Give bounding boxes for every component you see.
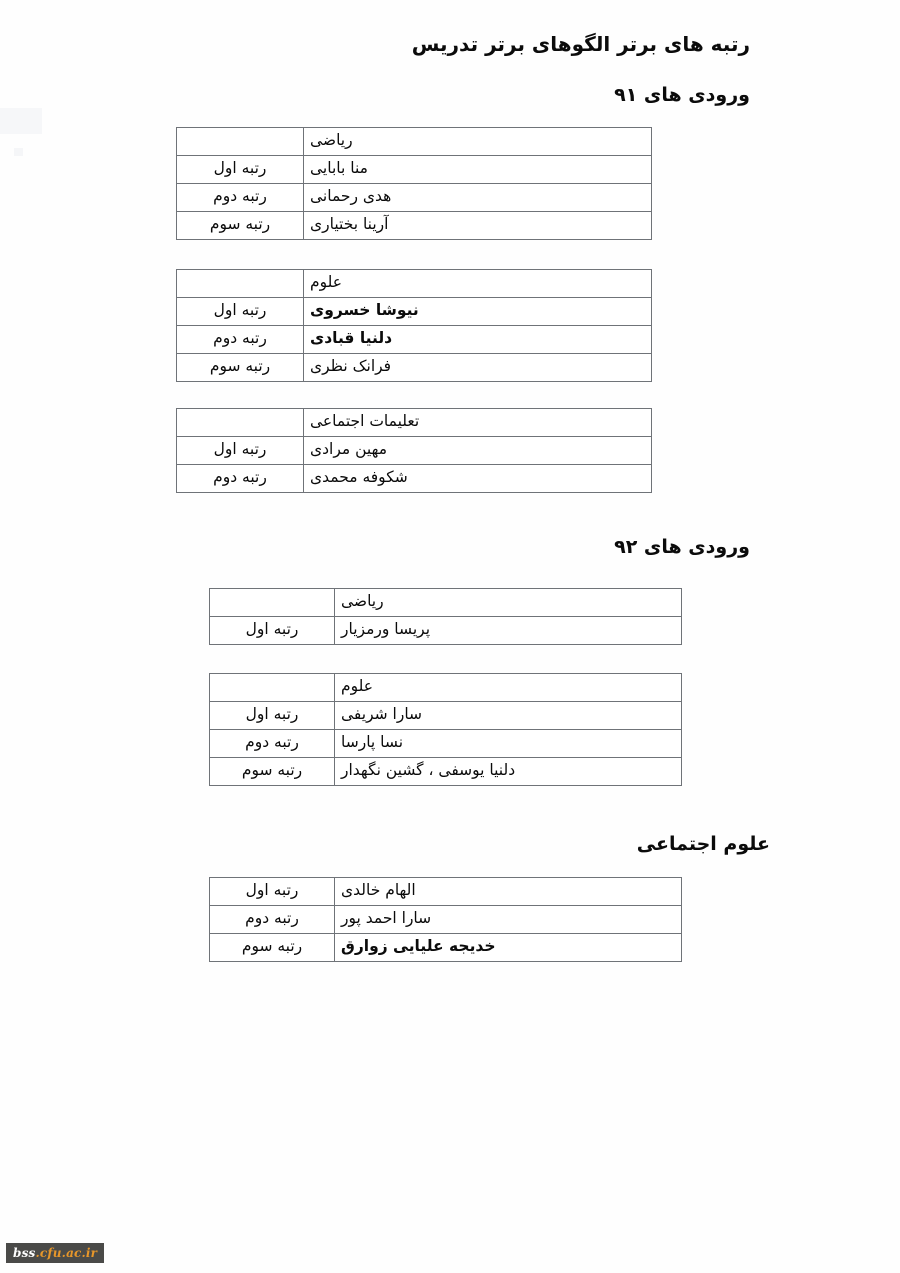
student-name: شکوفه محمدی [304,465,652,493]
table-row [210,617,682,645]
table-subject-header: ریاضی [335,589,682,617]
student-name: هدی رحمانی [304,184,652,212]
rank-label: رتبه اول [210,702,335,730]
table-subject-header: علوم [304,270,652,298]
table-header-row [210,674,682,702]
table-91-mathematics [176,127,652,240]
rank-label: رتبه دوم [177,326,304,354]
rank-label: رتبه اول [177,156,304,184]
table-header-spacer [210,674,335,702]
table-row [177,437,652,465]
watermark-prefix: bss [13,1246,36,1260]
rank-label: رتبه اول [210,617,335,645]
page-title: رتبه های برتر الگوهای برتر تدریس [411,32,750,56]
student-name: مهین مرادی [304,437,652,465]
rank-label: رتبه اول [210,878,335,906]
table-subject-header: ریاضی [304,128,652,156]
rank-label: رتبه اول [177,298,304,326]
rank-label: رتبه سوم [177,212,304,240]
section-heading-entry-92: ورودی های ۹۲ [614,536,750,558]
table-row [210,878,682,906]
table-row [177,184,652,212]
student-name: منا بابایی [304,156,652,184]
table-row [177,298,652,326]
student-name: فرانک نظری [304,354,652,382]
student-name: نیوشا خسروی [304,298,652,326]
table-header-row [177,128,652,156]
table-row [210,758,682,786]
table-subject-header: علوم [335,674,682,702]
rank-label: رتبه سوم [210,758,335,786]
table-header-spacer [177,270,304,298]
student-name: سارا احمد پور [335,906,682,934]
table-row [177,465,652,493]
table-header-row [177,270,652,298]
table-row [177,354,652,382]
table-header-row [210,589,682,617]
section-heading-entry-91: ورودی های ۹۱ [614,84,750,106]
table-row [177,212,652,240]
table-92-science [209,673,682,786]
student-name: دلنیا یوسفی ، گشین نگهدار [335,758,682,786]
section-heading-social-sciences: علوم اجتماعی [636,833,770,855]
student-name: آرینا بختیاری [304,212,652,240]
table-subject-header: تعلیمات اجتماعی [304,409,652,437]
student-name: پریسا ورمزیار [335,617,682,645]
site-watermark [6,1243,104,1263]
table-92-mathematics [209,588,682,645]
table-row [210,934,682,962]
rank-label: رتبه دوم [177,184,304,212]
student-name: دلنیا قبادی [304,326,652,354]
table-91-science [176,269,652,382]
scan-artifact-secondary [14,148,23,156]
scan-artifact [0,108,42,134]
table-header-spacer [210,589,335,617]
rank-label: رتبه سوم [210,934,335,962]
student-name: خدیجه علیایی زوارق [335,934,682,962]
table-header-row [177,409,652,437]
table-row [210,702,682,730]
student-name: نسا پارسا [335,730,682,758]
rank-label: رتبه دوم [210,906,335,934]
table-row [210,906,682,934]
table-social-sciences [209,877,682,962]
table-row [210,730,682,758]
rank-label: رتبه اول [177,437,304,465]
table-header-spacer [177,409,304,437]
table-row [177,326,652,354]
table-91-social-education [176,408,652,493]
rank-label: رتبه دوم [177,465,304,493]
watermark-domain: .cfu.ac.ir [35,1246,98,1260]
rank-label: رتبه سوم [177,354,304,382]
student-name: الهام خالدی [335,878,682,906]
student-name: سارا شریفی [335,702,682,730]
table-row [177,156,652,184]
table-header-spacer [177,128,304,156]
rank-label: رتبه دوم [210,730,335,758]
